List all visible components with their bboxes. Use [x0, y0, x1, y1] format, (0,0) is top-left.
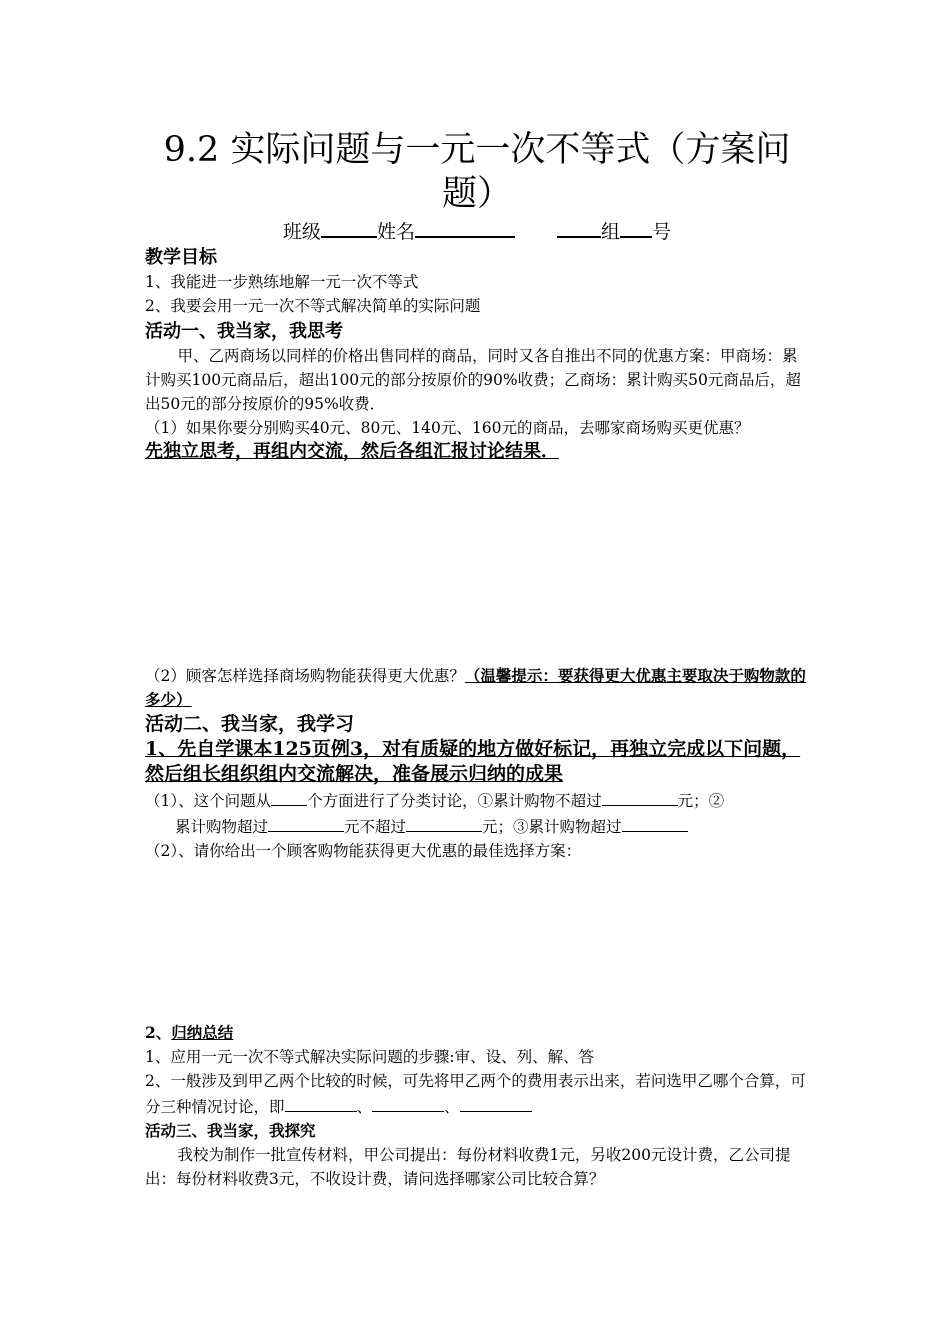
number-label: 号 — [652, 221, 672, 243]
activity1-heading: 活动一、我当家，我思考 — [145, 321, 343, 342]
page-title — [145, 128, 809, 216]
activity1-instruction: 先独立思考，再组内交流，然后各组汇报讨论结果． — [145, 441, 559, 462]
question-2-text: （2）顾客怎样选择商场购物能获得更大优惠？ — [145, 667, 465, 685]
objective-item-1: 1、我能进一步熟练地解一元一次不等式 — [145, 273, 419, 291]
activity1-paragraph: 甲、乙两商场以同样的价格出售同样的商品，同时又各自推出不同的优惠方案：甲商场：累计购买100元商品后，超出100元的部分按原价的90%收费；乙商场：累计购买50元商品后，超出50元的部分按原价的95%收费． — [145, 347, 801, 413]
summary-item-2 — [145, 1069, 809, 1119]
summary-heading — [145, 1021, 809, 1045]
amount-blank-2[interactable] — [268, 813, 344, 832]
q1-part-e: 元不超过 — [344, 818, 407, 836]
title-line-1: 9.2 实际问题与一元一次不等式（方案问 — [163, 130, 791, 170]
activity2-question-1 — [145, 787, 809, 839]
class-info-line — [145, 218, 809, 246]
activity2-heading: 活动二、我当家，我学习 — [145, 713, 355, 735]
objectives-heading: 教学目标 — [145, 247, 217, 268]
worksheet-page — [145, 128, 809, 1191]
answer-space-1[interactable] — [145, 464, 809, 664]
name-blank[interactable] — [415, 218, 515, 238]
number-blank[interactable] — [620, 218, 652, 238]
activity2-task: 1、先自学课本125页例3，对有质疑的地方做好标记，再独立完成以下问题，然后组长组织组内交流解决，准备展示归纳的成果 — [145, 738, 801, 785]
case-blank-3[interactable] — [460, 1093, 532, 1112]
summary-item-2-text: 2、一般涉及到甲乙两个比较的时候，可先将甲乙两个的费用表示出来，若问选甲乙哪个合算，可分三种情况讨论，即 — [145, 1072, 806, 1116]
group-blank[interactable] — [557, 218, 601, 238]
group-label: 组 — [601, 221, 621, 243]
activity3-heading: 活动三、我当家，我探究 — [145, 1121, 316, 1140]
class-blank[interactable] — [321, 218, 377, 238]
q1-part-a: （1）、这个问题从 — [145, 792, 272, 810]
name-label: 姓名 — [376, 221, 415, 243]
q1-part-b: 个方面进行了分类讨论，①累计购物不超过 — [307, 792, 602, 810]
summary-heading-text: 归纳总结 — [171, 1023, 234, 1042]
activity1-question-2 — [145, 664, 809, 712]
objective-item-2: 2、我要会用一元一次不等式解决简单的实际问题 — [145, 297, 481, 315]
separator-2: 、 — [444, 1098, 460, 1116]
amount-blank-3[interactable] — [406, 813, 482, 832]
activity1-question-1: （1）如果你要分别购买40元、80元、140元、160元的商品，去哪家商场购买更优惠？ — [145, 419, 750, 437]
activity3-paragraph: 我校为制作一批宣传材料，甲公司提出：每份材料收费1元，另收200元设计费，乙公司提出：每份材料收费3元，不收设计费，请问选择哪家公司比较合算？ — [145, 1146, 791, 1188]
class-label: 班级 — [282, 221, 321, 243]
amount-blank-1[interactable] — [602, 787, 678, 806]
q1-part-c: 元；② — [677, 792, 725, 810]
question-2-hint: （温馨提示：要获得更大优惠主要取决于购物款的多少） — [145, 666, 806, 709]
q1-part-f: 元；③累计购物超过 — [482, 818, 622, 836]
answer-space-2[interactable] — [145, 863, 809, 1021]
case-blank-1[interactable] — [285, 1093, 357, 1112]
summary-heading-number: 2、 — [145, 1023, 172, 1042]
activity2-question-2: （2）、请你给出一个顾客购物能获得更大优惠的最佳选择方案： — [145, 842, 582, 860]
separator-1: 、 — [356, 1098, 373, 1116]
q1-part-d: 累计购物超过 — [175, 818, 269, 836]
aspects-blank[interactable] — [271, 787, 307, 806]
summary-item-1: 1、应用一元一次不等式解决实际问题的步骤:审、设、列、解、答 — [145, 1048, 595, 1066]
amount-blank-4[interactable] — [622, 813, 688, 832]
case-blank-2[interactable] — [372, 1093, 444, 1112]
title-line-2: 题） — [441, 174, 512, 214]
